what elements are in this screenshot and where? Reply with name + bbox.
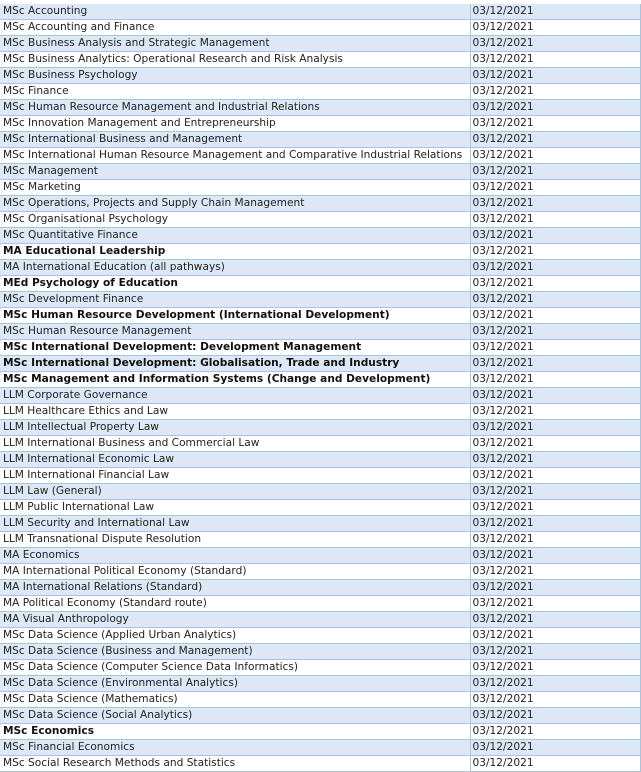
table-row bbox=[0, 660, 640, 676]
table-row bbox=[0, 212, 640, 228]
deadline-date-cell: 03/12/2021 bbox=[470, 388, 640, 404]
programme-name-cell: MSc International Development: Development Management bbox=[0, 340, 470, 356]
programme-name-cell: MSc Development Finance bbox=[0, 292, 470, 308]
deadline-date-cell: 03/12/2021 bbox=[470, 532, 640, 548]
table-row bbox=[0, 228, 640, 244]
programme-name-cell: MSc Social Research Methods and Statistics bbox=[0, 756, 470, 772]
deadline-date-cell: 03/12/2021 bbox=[470, 4, 640, 20]
programme-rows bbox=[0, 4, 640, 772]
programme-name-cell: MA Visual Anthropology bbox=[0, 612, 470, 628]
table-row bbox=[0, 580, 640, 596]
programme-name-cell: MSc Economics bbox=[0, 724, 470, 740]
table-row bbox=[0, 148, 640, 164]
deadline-date-cell: 03/12/2021 bbox=[470, 68, 640, 84]
programme-name-cell: LLM Public International Law bbox=[0, 500, 470, 516]
table-row bbox=[0, 20, 640, 36]
deadline-date-cell: 03/12/2021 bbox=[470, 452, 640, 468]
programme-name-cell: MSc Innovation Management and Entrepreneurship bbox=[0, 116, 470, 132]
table-row bbox=[0, 132, 640, 148]
table-row bbox=[0, 740, 640, 756]
programme-name-cell: MSc International Development: Globalisation, Trade and Industry bbox=[0, 356, 470, 372]
programme-name-cell: MSc Data Science (Applied Urban Analytics) bbox=[0, 628, 470, 644]
programme-name-cell: MA Political Economy (Standard route) bbox=[0, 596, 470, 612]
programme-name-cell: MSc Human Resource Development (International Development) bbox=[0, 308, 470, 324]
table-row bbox=[0, 420, 640, 436]
deadline-date-cell: 03/12/2021 bbox=[470, 308, 640, 324]
programme-name-cell: MSc Data Science (Mathematics) bbox=[0, 692, 470, 708]
table-row bbox=[0, 292, 640, 308]
deadline-date-cell: 03/12/2021 bbox=[470, 196, 640, 212]
deadline-date-cell: 03/12/2021 bbox=[470, 36, 640, 52]
table-row bbox=[0, 4, 640, 20]
deadline-date-cell: 03/12/2021 bbox=[470, 628, 640, 644]
programme-name-cell: MSc Management bbox=[0, 164, 470, 180]
table-row bbox=[0, 724, 640, 740]
programme-name-cell: MSc International Human Resource Management and Comparative Industrial Relations bbox=[0, 148, 470, 164]
programme-name-cell: MSc Accounting bbox=[0, 4, 470, 20]
table-row bbox=[0, 260, 640, 276]
table-row bbox=[0, 180, 640, 196]
deadline-date-cell: 03/12/2021 bbox=[470, 516, 640, 532]
deadline-date-cell: 03/12/2021 bbox=[470, 372, 640, 388]
deadline-date-cell: 03/12/2021 bbox=[470, 84, 640, 100]
deadline-date-cell: 03/12/2021 bbox=[470, 356, 640, 372]
table-row bbox=[0, 452, 640, 468]
table-row bbox=[0, 340, 640, 356]
deadline-date-cell: 03/12/2021 bbox=[470, 644, 640, 660]
deadline-date-cell: 03/12/2021 bbox=[470, 436, 640, 452]
deadline-date-cell: 03/12/2021 bbox=[470, 596, 640, 612]
table-row bbox=[0, 308, 640, 324]
programme-name-cell: MA Educational Leadership bbox=[0, 244, 470, 260]
programme-name-cell: MSc Business Psychology bbox=[0, 68, 470, 84]
table-row bbox=[0, 548, 640, 564]
deadline-date-cell: 03/12/2021 bbox=[470, 52, 640, 68]
deadline-date-cell: 03/12/2021 bbox=[470, 484, 640, 500]
programme-name-cell: MSc Operations, Projects and Supply Chain Management bbox=[0, 196, 470, 212]
table-row bbox=[0, 436, 640, 452]
programme-name-cell: LLM Intellectual Property Law bbox=[0, 420, 470, 436]
deadline-date-cell: 03/12/2021 bbox=[470, 148, 640, 164]
programme-name-cell: MSc Data Science (Environmental Analytics) bbox=[0, 676, 470, 692]
deadline-date-cell: 03/12/2021 bbox=[470, 132, 640, 148]
programme-name-cell: MSc Data Science (Computer Science Data Informatics) bbox=[0, 660, 470, 676]
deadline-date-cell: 03/12/2021 bbox=[470, 468, 640, 484]
programme-name-cell: MSc Marketing bbox=[0, 180, 470, 196]
table-row bbox=[0, 276, 640, 292]
deadline-date-cell: 03/12/2021 bbox=[470, 116, 640, 132]
programme-name-cell: LLM Corporate Governance bbox=[0, 388, 470, 404]
deadline-date-cell: 03/12/2021 bbox=[470, 180, 640, 196]
table-row bbox=[0, 196, 640, 212]
table-row bbox=[0, 500, 640, 516]
programme-name-cell: MSc Organisational Psychology bbox=[0, 212, 470, 228]
deadline-date-cell: 03/12/2021 bbox=[470, 20, 640, 36]
deadline-date-cell: 03/12/2021 bbox=[470, 740, 640, 756]
programme-name-cell: MA International Relations (Standard) bbox=[0, 580, 470, 596]
table-row bbox=[0, 84, 640, 100]
deadline-date-cell: 03/12/2021 bbox=[470, 292, 640, 308]
programme-name-cell: MSc Data Science (Business and Management) bbox=[0, 644, 470, 660]
deadline-date-cell: 03/12/2021 bbox=[470, 212, 640, 228]
programme-name-cell: MA Economics bbox=[0, 548, 470, 564]
programme-name-cell: MSc Data Science (Social Analytics) bbox=[0, 708, 470, 724]
deadline-date-cell: 03/12/2021 bbox=[470, 580, 640, 596]
deadline-date-cell: 03/12/2021 bbox=[470, 404, 640, 420]
table-row bbox=[0, 708, 640, 724]
programme-name-cell: MSc Human Resource Management and Industrial Relations bbox=[0, 100, 470, 116]
deadline-date-cell: 03/12/2021 bbox=[470, 676, 640, 692]
programme-name-cell: MSc Accounting and Finance bbox=[0, 20, 470, 36]
table-row bbox=[0, 356, 640, 372]
table-row bbox=[0, 596, 640, 612]
table-row bbox=[0, 324, 640, 340]
programme-name-cell: MSc Business Analysis and Strategic Management bbox=[0, 36, 470, 52]
programme-name-cell: LLM Healthcare Ethics and Law bbox=[0, 404, 470, 420]
programme-name-cell: MSc Management and Information Systems (Change and Development) bbox=[0, 372, 470, 388]
table-row bbox=[0, 516, 640, 532]
programme-name-cell: LLM International Economic Law bbox=[0, 452, 470, 468]
table-row bbox=[0, 52, 640, 68]
programme-name-cell: MSc Business Analytics: Operational Research and Risk Analysis bbox=[0, 52, 470, 68]
deadline-date-cell: 03/12/2021 bbox=[470, 228, 640, 244]
table-row bbox=[0, 484, 640, 500]
deadline-date-cell: 03/12/2021 bbox=[470, 724, 640, 740]
table-row bbox=[0, 372, 640, 388]
programme-name-cell: LLM Security and International Law bbox=[0, 516, 470, 532]
deadline-date-cell: 03/12/2021 bbox=[470, 692, 640, 708]
programme-name-cell: MSc Human Resource Management bbox=[0, 324, 470, 340]
programme-name-cell: MA International Education (all pathways) bbox=[0, 260, 470, 276]
deadline-date-cell: 03/12/2021 bbox=[470, 564, 640, 580]
programme-name-cell: LLM Law (General) bbox=[0, 484, 470, 500]
deadline-date-cell: 03/12/2021 bbox=[470, 548, 640, 564]
programme-name-cell: MEd Psychology of Education bbox=[0, 276, 470, 292]
table-row bbox=[0, 756, 640, 772]
table-row bbox=[0, 100, 640, 116]
programme-deadline-table bbox=[0, 4, 641, 772]
programme-name-cell: MSc Quantitative Finance bbox=[0, 228, 470, 244]
table-row bbox=[0, 404, 640, 420]
deadline-date-cell: 03/12/2021 bbox=[470, 756, 640, 772]
table-row bbox=[0, 532, 640, 548]
deadline-date-cell: 03/12/2021 bbox=[470, 324, 640, 340]
programme-name-cell: MSc Finance bbox=[0, 84, 470, 100]
programme-name-cell: LLM Transnational Dispute Resolution bbox=[0, 532, 470, 548]
programme-name-cell: MSc International Business and Management bbox=[0, 132, 470, 148]
deadline-date-cell: 03/12/2021 bbox=[470, 612, 640, 628]
table-row bbox=[0, 244, 640, 260]
programme-name-cell: MA International Political Economy (Standard) bbox=[0, 564, 470, 580]
table-row bbox=[0, 676, 640, 692]
deadline-date-cell: 03/12/2021 bbox=[470, 420, 640, 436]
table-row bbox=[0, 116, 640, 132]
table-row bbox=[0, 36, 640, 52]
table-row bbox=[0, 68, 640, 84]
deadline-date-cell: 03/12/2021 bbox=[470, 244, 640, 260]
table-row bbox=[0, 164, 640, 180]
deadline-date-cell: 03/12/2021 bbox=[470, 276, 640, 292]
deadline-date-cell: 03/12/2021 bbox=[470, 260, 640, 276]
programme-name-cell: LLM International Financial Law bbox=[0, 468, 470, 484]
table-row bbox=[0, 692, 640, 708]
deadline-date-cell: 03/12/2021 bbox=[470, 660, 640, 676]
table-row bbox=[0, 612, 640, 628]
deadline-date-cell: 03/12/2021 bbox=[470, 500, 640, 516]
table-row bbox=[0, 644, 640, 660]
deadline-date-cell: 03/12/2021 bbox=[470, 164, 640, 180]
table-row bbox=[0, 388, 640, 404]
programme-name-cell: LLM International Business and Commercial Law bbox=[0, 436, 470, 452]
programme-name-cell: MSc Financial Economics bbox=[0, 740, 470, 756]
deadline-date-cell: 03/12/2021 bbox=[470, 708, 640, 724]
deadline-date-cell: 03/12/2021 bbox=[470, 100, 640, 116]
table-row bbox=[0, 468, 640, 484]
table-row bbox=[0, 564, 640, 580]
deadline-date-cell: 03/12/2021 bbox=[470, 340, 640, 356]
table-row bbox=[0, 628, 640, 644]
